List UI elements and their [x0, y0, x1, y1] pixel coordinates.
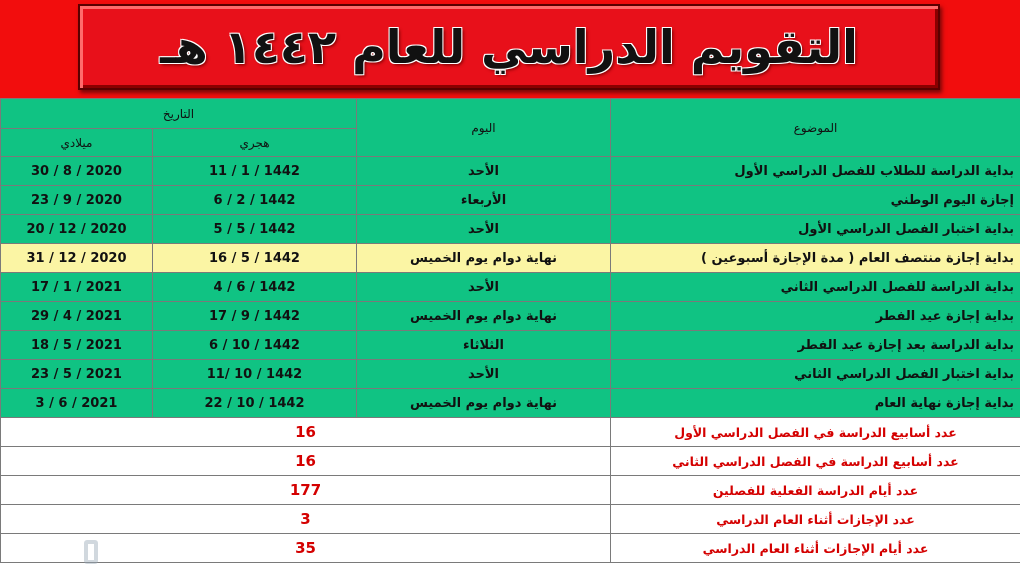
row-day: الأحد [357, 215, 611, 244]
header-subject: الموضوع [611, 99, 1020, 157]
table-row [1, 302, 1020, 331]
row-day: الأحد [357, 273, 611, 302]
table-row [1, 186, 1020, 215]
header-date: التاريخ [1, 99, 357, 129]
page-title: التقويم الدراسي للعام ١٤٤٢ هـ [160, 20, 858, 74]
row-subject: بداية إجازة عيد الفطر [611, 302, 1020, 331]
summary-label: عدد أيام الدراسة الفعلية للفصلين [611, 476, 1020, 505]
table-row [1, 244, 1020, 273]
row-day: الثلاثاء [357, 331, 611, 360]
title-box [78, 4, 940, 90]
row-subject: بداية الدراسة للطلاب للفصل الدراسي الأول [611, 157, 1020, 186]
row-hijri-date: 1442 / 10 / 6 [153, 331, 357, 360]
row-gregorian-date: 2020 / 9 / 23 [1, 186, 153, 215]
header-gregorian: ميلادي [1, 129, 153, 157]
summary-value: 35 [1, 534, 611, 563]
header-row [1, 99, 1020, 129]
row-day: نهاية دوام يوم الخميس [357, 302, 611, 331]
calendar-table [0, 98, 1020, 563]
watermark-logo [4, 538, 114, 568]
row-gregorian-date: 2020 / 12 / 20 [1, 215, 153, 244]
summary-value: 16 [1, 447, 611, 476]
table-row [1, 389, 1020, 418]
row-gregorian-date: 2020 / 8 / 30 [1, 157, 153, 186]
summary-value: 3 [1, 505, 611, 534]
table-row [1, 157, 1020, 186]
header-hijri: هجري [153, 129, 357, 157]
summary-label: عدد أيام الإجازات أثناء العام الدراسي [611, 534, 1020, 563]
row-day: الأربعاء [357, 186, 611, 215]
row-gregorian-date: 2021 / 6 / 3 [1, 389, 153, 418]
summary-row [1, 447, 1020, 476]
row-subject: إجازة اليوم الوطني [611, 186, 1020, 215]
table-row [1, 360, 1020, 389]
row-hijri-date: 1442 / 10 / 22 [153, 389, 357, 418]
row-hijri-date: 1442 / 1 / 11 [153, 157, 357, 186]
summary-value: 177 [1, 476, 611, 505]
row-hijri-date: 1442 / 5 / 16 [153, 244, 357, 273]
header-day: اليوم [357, 99, 611, 157]
row-hijri-date: 1442 / 10 /11 [153, 360, 357, 389]
summary-value: 16 [1, 418, 611, 447]
row-gregorian-date: 2020 / 12 / 31 [1, 244, 153, 273]
summary-row [1, 505, 1020, 534]
row-subject: بداية إجازة منتصف العام ( مدة الإجازة أسبوعين ) [611, 244, 1020, 273]
summary-label: عدد الإجازات أثناء العام الدراسي [611, 505, 1020, 534]
row-subject: بداية إجازة نهاية العام [611, 389, 1020, 418]
row-hijri-date: 1442 / 2 / 6 [153, 186, 357, 215]
summary-label: عدد أسابيع الدراسة في الفصل الدراسي الثاني [611, 447, 1020, 476]
row-subject: بداية الدراسة بعد إجازة عيد الفطر [611, 331, 1020, 360]
row-hijri-date: 1442 / 9 / 17 [153, 302, 357, 331]
row-day: نهاية دوام يوم الخميس [357, 389, 611, 418]
row-day: نهاية دوام يوم الخميس [357, 244, 611, 273]
row-subject: بداية اختبار الفصل الدراسي الثاني [611, 360, 1020, 389]
row-hijri-date: 1442 / 6 / 4 [153, 273, 357, 302]
row-subject: بداية اختبار الفصل الدراسي الأول [611, 215, 1020, 244]
row-day: الأحد [357, 360, 611, 389]
summary-label: عدد أسابيع الدراسة في الفصل الدراسي الأول [611, 418, 1020, 447]
summary-row [1, 418, 1020, 447]
row-hijri-date: 1442 / 5 / 5 [153, 215, 357, 244]
row-day: الأحد [357, 157, 611, 186]
row-gregorian-date: 2021 / 5 / 23 [1, 360, 153, 389]
row-gregorian-date: 2021 / 1 / 17 [1, 273, 153, 302]
table-row [1, 215, 1020, 244]
row-gregorian-date: 2021 / 4 / 29 [1, 302, 153, 331]
summary-row [1, 534, 1020, 563]
table-row [1, 331, 1020, 360]
table-row [1, 273, 1020, 302]
row-subject: بداية الدراسة للفصل الدراسي الثاني [611, 273, 1020, 302]
summary-row [1, 476, 1020, 505]
row-gregorian-date: 2021 / 5 / 18 [1, 331, 153, 360]
